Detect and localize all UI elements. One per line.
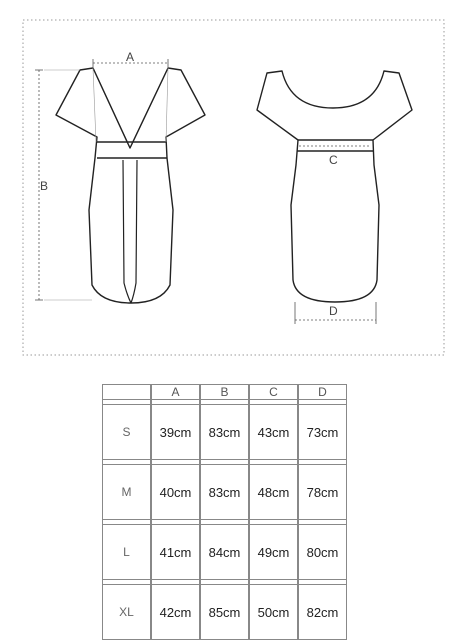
table-row — [102, 524, 347, 580]
table-cell: 40cm — [151, 464, 200, 520]
table-header-d: D — [298, 384, 347, 400]
table-cell: 42cm — [151, 584, 200, 640]
table-header-row — [102, 384, 347, 400]
measure-d-label: D — [329, 304, 338, 318]
dress-back — [257, 71, 412, 302]
table-cell: 39cm — [151, 404, 200, 460]
table-cell: 48cm — [249, 464, 298, 520]
table-cell: 83cm — [200, 404, 249, 460]
table-header-corner — [102, 384, 151, 400]
table-header-c: C — [249, 384, 298, 400]
table-header-b: B — [200, 384, 249, 400]
diagram-frame — [23, 20, 444, 355]
table-cell: 50cm — [249, 584, 298, 640]
measure-c-label: C — [329, 153, 338, 167]
measure-a-label: A — [126, 50, 135, 64]
table-cell: 43cm — [249, 404, 298, 460]
dress-front — [56, 68, 205, 303]
table-cell: 84cm — [200, 524, 249, 580]
size-label: XL — [102, 584, 151, 640]
table-header-a: A — [151, 384, 200, 400]
table-cell: 85cm — [200, 584, 249, 640]
table-cell: 49cm — [249, 524, 298, 580]
size-table — [102, 384, 347, 640]
size-label: L — [102, 524, 151, 580]
table-row — [102, 404, 347, 460]
table-cell: 83cm — [200, 464, 249, 520]
table-row — [102, 584, 347, 640]
table-cell: 41cm — [151, 524, 200, 580]
table-cell: 78cm — [298, 464, 347, 520]
table-cell: 80cm — [298, 524, 347, 580]
size-label: M — [102, 464, 151, 520]
table-row — [102, 464, 347, 520]
table-cell: 73cm — [298, 404, 347, 460]
size-label: S — [102, 404, 151, 460]
table-cell: 82cm — [298, 584, 347, 640]
measure-b-label: B — [40, 179, 49, 193]
